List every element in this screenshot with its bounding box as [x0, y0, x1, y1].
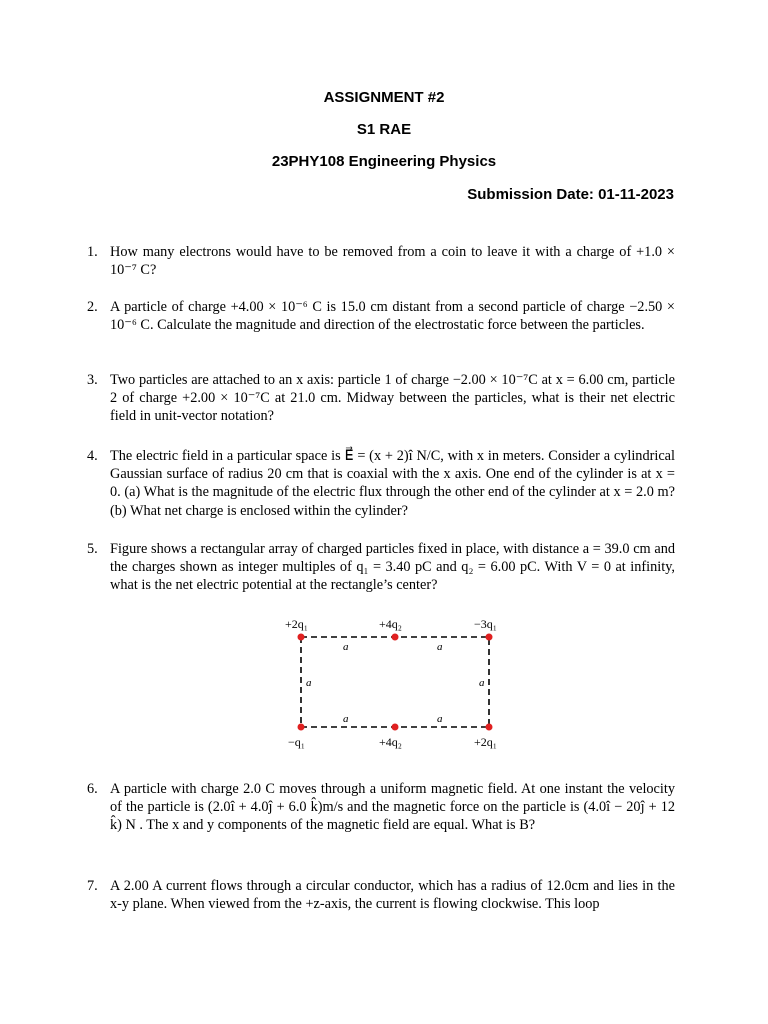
- question-3: [87, 371, 675, 426]
- charge-label-bottom-middle: +4q₂: [379, 735, 402, 749]
- question-number: 6.: [87, 781, 98, 797]
- charge-rectangle-figure: [276, 612, 516, 752]
- submission-date: Submission Date: 01-11-2023: [467, 186, 674, 203]
- charge-label-top-right: −3q₁: [474, 617, 497, 631]
- question-1: [87, 243, 675, 279]
- distance-label-bottom-left: a: [343, 713, 349, 725]
- question-number: 5.: [87, 541, 98, 557]
- question-text: Figure shows a rectangular array of charged particles fixed in place, with distance a = 39.0 cm and the charges shown as integer multiples of q₁ = 3.40 pC and q₂ = 6.00 pC. With V = 0 at infinity, what is the net electric potential at the rectangle’s center?: [110, 541, 675, 594]
- charge-dot-bottom-right: [486, 724, 493, 731]
- question-number: 7.: [87, 878, 98, 894]
- question-2: [87, 298, 675, 334]
- question-number: 1.: [87, 244, 98, 260]
- question-7: [87, 877, 675, 913]
- question-6: [87, 780, 675, 835]
- charge-label-bottom-right: +2q₁: [474, 735, 497, 749]
- charge-dot-bottom-left: [298, 724, 305, 731]
- question-text: A particle with charge 2.0 C moves through a uniform magnetic field. At one instant the velocity of the particle is (2.0î + 4.0ĵ + 6.0 k̂)m/s and the magnetic force on the particle is (4.0î − 20ĵ + 12 k̂) N . The x and y components of the magnetic field are equal. What is B?: [110, 781, 675, 834]
- course-title: 23PHY108 Engineering Physics: [271, 153, 497, 170]
- question-5: [87, 540, 675, 595]
- question-text: A 2.00 A current flows through a circular conductor, which has a radius of 12.0cm and lies in the x-y plane. When viewed from the +z-axis, the current is flowing clockwise. This loop: [110, 878, 675, 913]
- charge-label-bottom-left: −q₁: [288, 735, 305, 749]
- distance-label-top-left: a: [343, 641, 349, 653]
- assignment-title: ASSIGNMENT #2: [323, 89, 445, 106]
- charge-dot-bottom-middle: [392, 724, 399, 731]
- question-4: [87, 447, 675, 520]
- question-text: How many electrons would have to be removed from a coin to leave it with a charge of +1.0 × 10⁻⁷ C?: [110, 244, 675, 279]
- question-text: The electric field in a particular space is E⃗ = (x + 2)î N/C, with x in meters. Consider a cylindrical Gaussian surface of radius 20 cm that is coaxial with the x axis. One end of the cylinder is at x = 0. (a) What is the magnitude of the electric flux through the other end of the cylinder at x = 2.0 m? (b) What net charge is enclosed within the cylinder?: [110, 448, 675, 519]
- charge-dot-top-left: [298, 634, 305, 641]
- charge-dot-top-right: [486, 634, 493, 641]
- question-number: 3.: [87, 372, 98, 388]
- charge-label-top-left: +2q₁: [285, 617, 308, 631]
- question-text: A particle of charge +4.00 × 10⁻⁶ C is 15.0 cm distant from a second particle of charge −2.50 × 10⁻⁶ C. Calculate the magnitude and direction of the electrostatic force between the particles.: [110, 299, 675, 334]
- question-text: Two particles are attached to an x axis: particle 1 of charge −2.00 × 10⁻⁷C at x = 6.00 cm, particle 2 of charge +2.00 × 10⁻⁷C at 21.0 cm. Midway between the particles, what is their net electric field in unit-vector notation?: [110, 372, 675, 425]
- question-number: 4.: [87, 448, 98, 464]
- charge-dot-top-middle: [392, 634, 399, 641]
- charge-label-top-middle: +4q₂: [379, 617, 402, 631]
- distance-label-bottom-right: a: [437, 713, 443, 725]
- class-name: S1 RAE: [356, 121, 412, 138]
- distance-label-right: a: [479, 677, 485, 689]
- rectangle-outline: [301, 637, 489, 727]
- distance-label-top-right: a: [437, 641, 443, 653]
- question-number: 2.: [87, 299, 98, 315]
- distance-label-left: a: [306, 677, 312, 689]
